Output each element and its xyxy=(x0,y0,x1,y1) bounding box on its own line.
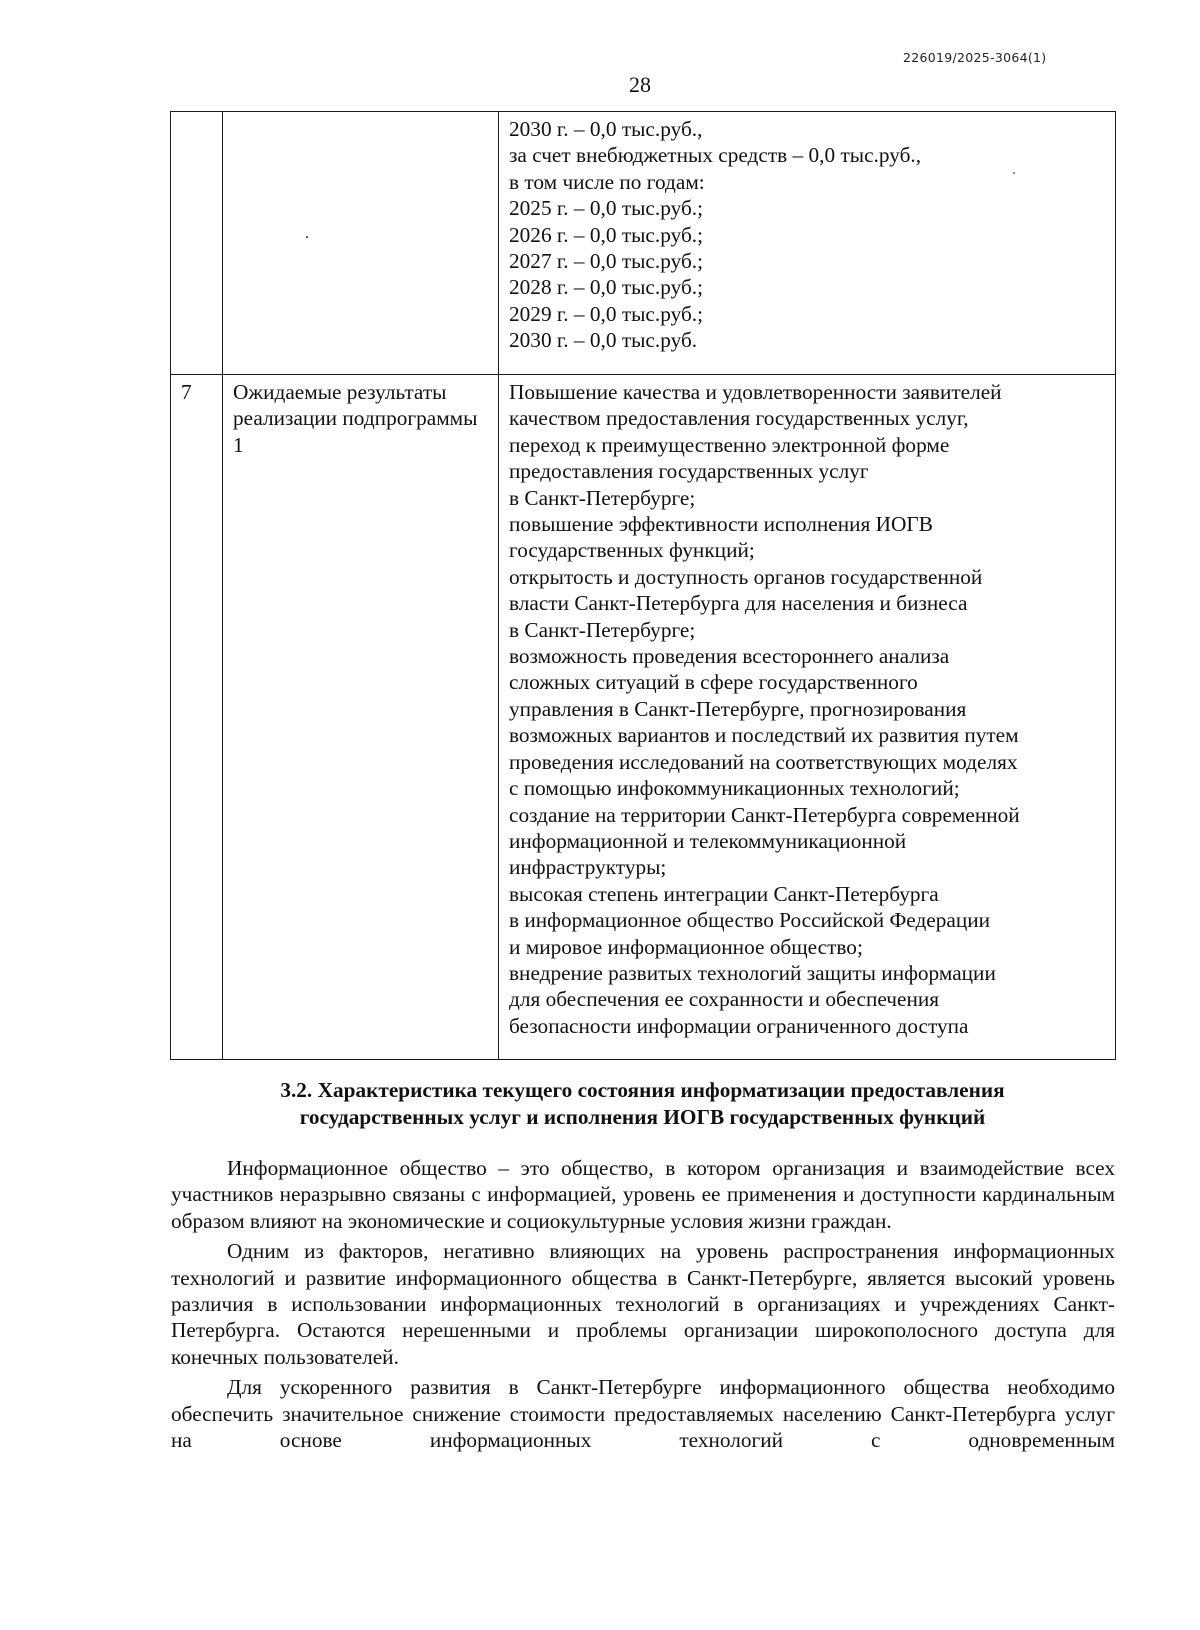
program-passport-table xyxy=(170,111,1116,1060)
content-line: предоставления государственных услуг xyxy=(509,459,869,484)
scan-speck xyxy=(1013,172,1015,174)
row-name-cell xyxy=(223,112,499,375)
body-paragraph: Информационное общество – это общество, в котором организация и взаимодействие всех участников неразрывно связаны с информацией, уровень ее применения и доступности кардинальным образом влияют на экономические и социокультурные условия жизни граждан. xyxy=(171,1156,1115,1233)
row-name-cell: Ожидаемые результаты реализации подпрограммы 1 xyxy=(223,375,499,1060)
content-line: за счет внебюджетных средств – 0,0 тыс.руб., xyxy=(509,143,922,168)
content-line: повышение эффективности исполнения ИОГВ xyxy=(509,512,933,537)
page-number: 28 xyxy=(629,72,651,97)
content-line: 2028 г. – 0,0 тыс.руб.; xyxy=(509,275,704,300)
content-line: 2030 г. – 0,0 тыс.руб. xyxy=(509,328,698,353)
content-line: проведения исследований на соответствующих моделях xyxy=(509,749,1018,774)
content-line: и мировое информационное общество; xyxy=(509,934,863,959)
content-line: 2027 г. – 0,0 тыс.руб.; xyxy=(509,249,704,274)
content-line: управления в Санкт-Петербурге, прогнозирования xyxy=(509,696,967,721)
scan-speck xyxy=(306,236,308,238)
content-line: в том числе по годам: xyxy=(509,169,705,194)
content-line: информационной и телекоммуникационной xyxy=(509,828,907,853)
content-line: Повышение качества и удовлетворенности заявителей xyxy=(509,380,1002,404)
content-line: 2029 г. – 0,0 тыс.руб.; xyxy=(509,301,704,326)
content-line: возможных вариантов и последствий их развития путем xyxy=(509,723,1019,748)
content-line: инфраструктуры; xyxy=(509,855,667,880)
content-line: внедрение развитых технологий защиты информации xyxy=(509,960,996,985)
content-line: открытость и доступность органов государственной xyxy=(509,564,983,589)
content-line: переход к преимущественно электронной форме xyxy=(509,432,950,457)
content-line: в Санкт-Петербурге; xyxy=(509,617,696,642)
section-body xyxy=(171,1155,1115,1457)
section-heading xyxy=(170,1077,1115,1131)
content-line: в Санкт-Петербурге; xyxy=(509,485,696,510)
content-line: 2030 г. – 0,0 тыс.руб., xyxy=(509,117,703,141)
table-row xyxy=(171,112,1116,375)
section-heading-line: 3.2. Характеристика текущего состояния информатизации предоставления xyxy=(280,1078,1005,1102)
section-heading-line: государственных услуг и исполнения ИОГВ государственных функций xyxy=(299,1105,986,1129)
content-line: для обеспечения ее сохранности и обеспечения xyxy=(509,987,940,1012)
row-number-cell: 7 xyxy=(171,375,223,1060)
content-line: власти Санкт-Петербурга для населения и бизнеса xyxy=(509,591,968,616)
row-content-cell xyxy=(499,375,1116,1060)
row-number-cell xyxy=(171,112,223,375)
content-line: в информационное общество Российской Федерации xyxy=(509,908,991,933)
content-line: безопасности информации ограниченного доступа xyxy=(509,1013,969,1038)
body-paragraph: Одним из факторов, негативно влияющих на уровень распространения информационных технологий и развитие информационного общества в Санкт-Петербурге, является высокий уровень различия в использовании информационных технологий в организациях и учреждениях Санкт-Петербурга. Остаются нерешенными и проблемы организации широкополосного доступа для конечных пользователей. xyxy=(171,1239,1115,1369)
content-line: 2025 г. – 0,0 тыс.руб.; xyxy=(509,196,704,221)
body-paragraph: Для ускоренного развития в Санкт-Петербурге информационного общества необходимо обеспечить значительное снижение стоимости предоставляемых населению Санкт-Петербурга услуг на основе информационных технологий с одновременным xyxy=(171,1375,1115,1453)
document-registration-number: 226019/2025-3064(1) xyxy=(903,50,1047,65)
content-line: государственных функций; xyxy=(509,538,755,563)
content-line: возможность проведения всестороннего анализа xyxy=(509,644,950,669)
content-line: высокая степень интеграции Санкт-Петербурга xyxy=(509,881,939,906)
content-line: создание на территории Санкт-Петербурга современной xyxy=(509,802,1020,827)
content-line: с помощью инфокоммуникационных технологий; xyxy=(509,776,960,801)
row-content-cell xyxy=(499,112,1116,375)
content-line: качеством предоставления государственных услуг, xyxy=(509,406,969,431)
content-line: сложных ситуаций в сфере государственного xyxy=(509,670,918,695)
table-row xyxy=(171,375,1116,1060)
content-line: 2026 г. – 0,0 тыс.руб.; xyxy=(509,222,704,247)
